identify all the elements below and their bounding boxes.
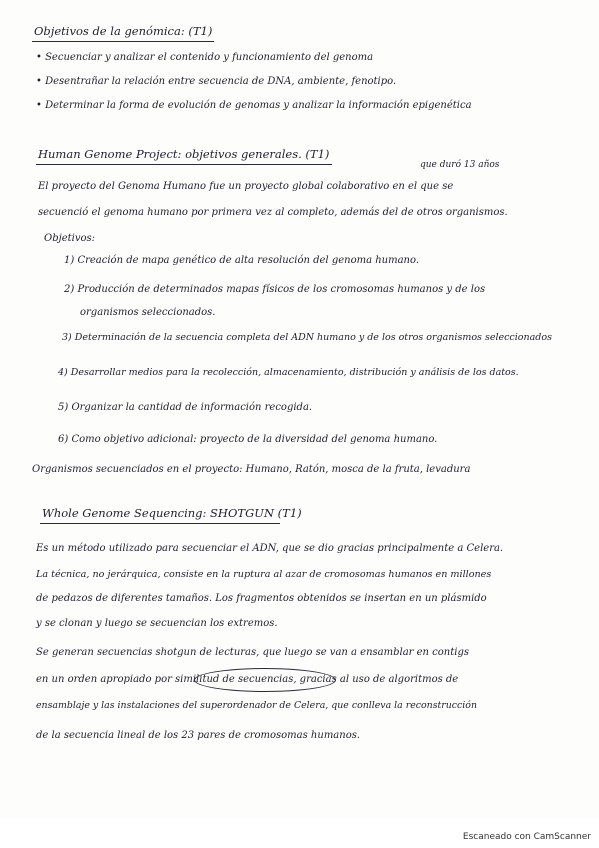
section3-title: Whole Genome Sequencing: SHOTGUN (T1) [42, 506, 302, 520]
scanner-watermark: Escaneado con CamScanner [462, 832, 591, 842]
section3-title-underline [40, 523, 280, 524]
section3-p1-line: Es un método utilizado para secuenciar el ADN, que se dio gracias principalmente a Celera. [36, 543, 504, 554]
section2-intro-line: El proyecto del Genoma Humano fue un proyecto global colaborativo en el que se [38, 181, 454, 192]
section2-margin-note: que duró 13 años [420, 160, 500, 170]
objective-item: 1) Creación de mapa genético de alta resolución del genoma humano. [64, 255, 420, 266]
objective-item: 6) Como objetivo adicional: proyecto de la diversidad del genoma humano. [58, 434, 438, 445]
section1-bullet: • Secuenciar y analizar el contenido y funcionamiento del genoma [36, 52, 374, 63]
section2-title-underline [36, 164, 332, 165]
objectives-label: Objetivos: [44, 233, 96, 244]
organisms-line: Organismos secuenciados en el proyecto: Humano, Ratón, mosca de la fruta, levadura [32, 464, 471, 475]
section3-p2-line: en un orden apropiado por similitud de secuencias, gracias al uso de algoritmos de [36, 674, 459, 685]
objective-item: 4) Desarrollar medios para la recolección, almacenamiento, distribución y análisis de los datos. [58, 367, 519, 378]
section1-title: Objetivos de la genómica: (T1) [34, 24, 213, 38]
section3-p2-line: ensamblaje y las instalaciones del superordenador de Celera, que conlleva la reconstrucción [36, 700, 477, 711]
section3-p2-line: de la secuencia lineal de los 23 pares de cromosomas humanos. [36, 730, 361, 741]
section3-p1-line: de pedazos de diferentes tamaños. Los fragmentos obtenidos se insertan en un plásmido [36, 593, 487, 604]
section2-intro-line: secuenció el genoma humano por primera vez al completo, además del de otros organismos. [38, 207, 508, 218]
section1-title-underline [32, 41, 214, 42]
objective-item: 5) Organizar la cantidad de información recogida. [58, 402, 313, 413]
section3-p1-line: La técnica, no jerárquica, consiste en la ruptura al azar de cromosomas humanos en millones [36, 569, 492, 580]
section3-p1-line: y se clonan y luego se secuencian los extremos. [36, 618, 278, 629]
section2-title: Human Genome Project: objetivos generales. (T1) [38, 147, 330, 161]
highlight-oval [194, 668, 336, 692]
objective-item: 3) Determinación de la secuencia completa del ADN humano y de los otros organismos seleccionados [62, 332, 552, 343]
section1-bullet: • Determinar la forma de evolución de genomas y analizar la información epigenética [36, 100, 472, 111]
objective-item: 2) Producción de determinados mapas físicos de los cromosomas humanos y de los [64, 284, 486, 295]
objective-item: organismos seleccionados. [80, 307, 216, 318]
section3-p2-line: Se generan secuencias shotgun de lecturas, que luego se van a ensamblar en contigs [36, 647, 469, 658]
section1-bullet: • Desentrañar la relación entre secuencia de DNA, ambiente, fenotipo. [36, 76, 397, 87]
